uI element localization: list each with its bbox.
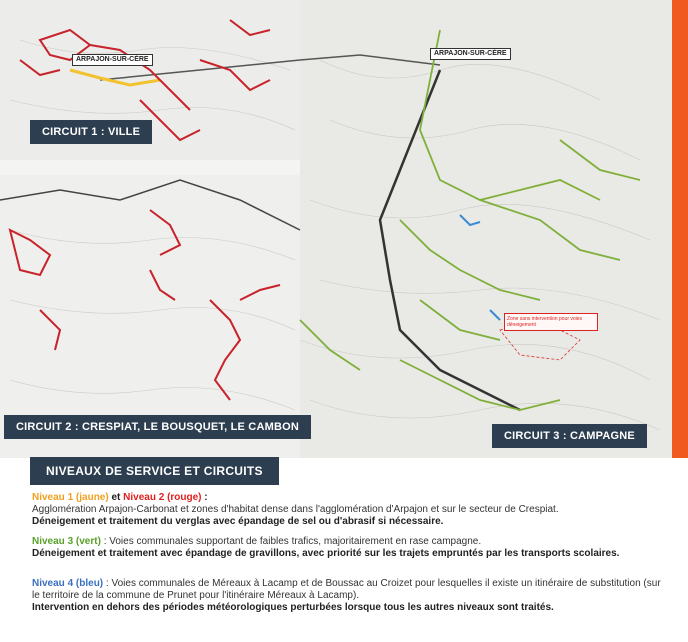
level-1-label: Niveau 1 (jaune) bbox=[32, 492, 109, 503]
level-1-2-description: Agglomération Arpajon-Carbonat et zones d'habitat dense dans l'agglomération d'Arpajon et sur le secteur de Crespiat. bbox=[32, 504, 559, 515]
level-3-block bbox=[32, 536, 662, 560]
level-4-action: Intervention en dehors des périodes météorologiques perturbées lorsque tous les autres niveaux sont traités. bbox=[32, 602, 554, 613]
right-accent-strip bbox=[672, 0, 688, 458]
level-3-action: Déneigement et traitement avec épandage de gravillons, avec priorité sur les trajets empruntés par les transports scolaires. bbox=[32, 548, 620, 559]
circuit1-label: CIRCUIT 1 : VILLE bbox=[30, 120, 152, 144]
level-4-block bbox=[32, 578, 662, 614]
town-label-arpajon-left: ARPAJON-SUR-CÈRE bbox=[72, 54, 153, 66]
level-and-text: et bbox=[108, 492, 124, 503]
level-4-label: Niveau 4 (bleu) bbox=[32, 578, 104, 589]
level-2-label: Niveau 2 (rouge) bbox=[123, 492, 202, 503]
inset-legend-note: Zone sans intervention pour voies déneigement bbox=[504, 313, 598, 331]
level-1-2-action: Déneigement et traitement du verglas avec épandage de sel ou d'abrasif si nécessaire. bbox=[32, 516, 444, 527]
level-1-2-block bbox=[32, 492, 662, 528]
town-label-arpajon-right: ARPAJON-SUR-CÈRE bbox=[430, 48, 511, 60]
level-3-label: Niveau 3 (vert) bbox=[32, 536, 101, 547]
level-4-description: : Voies communales de Méreaux à Lacamp et de Boussac au Croizet pour lesquelles il existe un itinéraire de substitution (sur le territoire de la commune de Prunet pour l'itinéraire Méreaux à Lacamp). bbox=[32, 578, 661, 601]
circuit2-label: CIRCUIT 2 : CRESPIAT, LE BOUSQUET, LE CAMBON bbox=[4, 415, 311, 439]
section-title: NIVEAUX DE SERVICE ET CIRCUITS bbox=[30, 457, 279, 485]
circuit3-label: CIRCUIT 3 : CAMPAGNE bbox=[492, 424, 647, 448]
level-3-description: : Voies communales supportant de faibles trafics, majoritairement en rase campagne. bbox=[100, 536, 482, 547]
level-colon: : bbox=[201, 492, 208, 503]
